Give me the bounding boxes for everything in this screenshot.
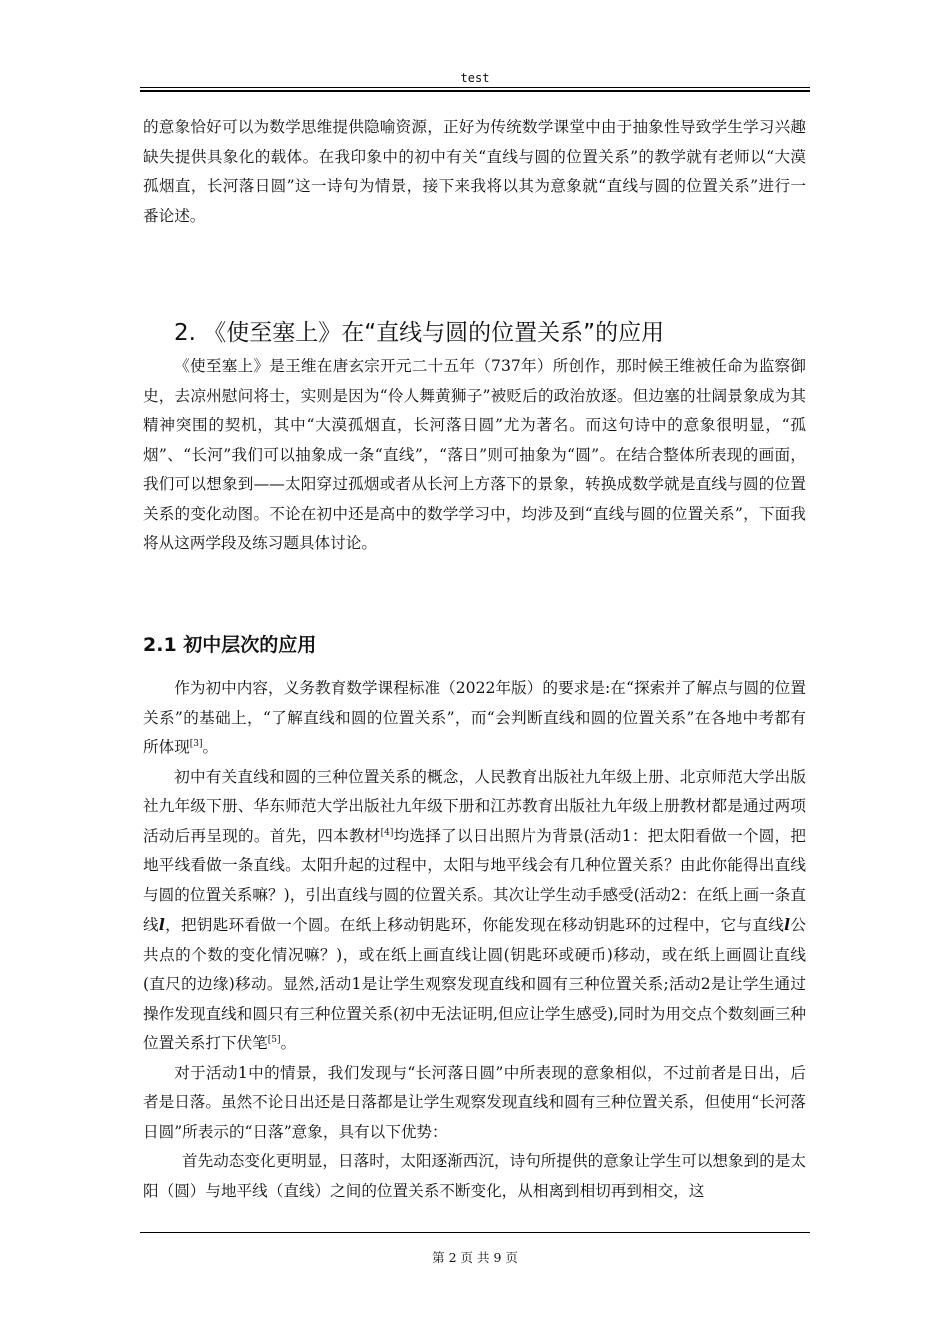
paragraph-curriculum-text: 作为初中内容，义务教育数学课程标准（2022年版）的要求是:在“探索并了解点与圆的位置关系”的基础上，“了解直线和圆的位置关系”，而“会判断直线和圆的位置关系”在各地中考都有所体现: [143, 679, 806, 756]
line-symbol-l: l: [784, 915, 791, 934]
citation-5: [5]: [267, 1034, 281, 1045]
section-2-body: [143, 352, 806, 559]
header-rule-thin: [140, 87, 810, 88]
section-2-1-heading: 2.1 初中层次的应用: [143, 634, 317, 656]
running-header: test: [460, 71, 490, 85]
footer-rule: [140, 1232, 810, 1233]
section-2-1-body: [143, 674, 806, 1206]
intro-paragraph: 的意象恰好可以为数学思维提供隐喻资源，正好为传统数学课堂中由于抽象性导致学生学习兴趣缺失提供具象化的载体。在我印象中的初中有关“直线与圆的位置关系”的教学就有老师以“大漠孤烟直，长河落日圆”这一诗句为情景，接下来我将以其为意象就“直线与圆的位置关系”进行一番论述。: [143, 118, 806, 225]
line-symbol-l: l: [158, 915, 165, 934]
paragraph-textbooks-text-c: ，把钥匙环看做一个圆。在纸上移动钥匙环，你能发现在移动钥匙环的过程中，它与直线: [164, 916, 785, 934]
paragraph-textbooks-text-a: 初中有关直线和圆的三种位置关系的概念，人民教育出版社九年级上册、北京师范大学出版社九年级下册、华东师范大学出版社九年级下册和江苏教育出版社九年级上册教材都是通过两项活动后再呈现的。首先，四本教材: [143, 767, 806, 845]
citation-4: [4]: [380, 827, 394, 838]
paragraph-textbooks-end: 。: [280, 1034, 297, 1052]
citation-3: [3]: [189, 738, 203, 749]
paragraph-textbooks-text-d: 公共点的个数的变化情况嘛？)，或在纸上画直线让圆(钥匙环或硬币)移动，或在纸上画圆让直线(直尺的边缘)移动。显然,活动1是让学生观察发现直线和圆有三种位置关系;活动2是让学生通过操作发现直线和圆只有三种位置关系(初中无法证明,但应让学生感受),同时为用交点个数刻画三种位置关系打下伏笔: [143, 916, 806, 1052]
intro-block: [143, 113, 806, 231]
page-number: 第 2 页 共 9 页: [432, 1250, 518, 1265]
paragraph-curriculum-end: 。: [202, 738, 219, 756]
paragraph-curriculum: [143, 674, 806, 763]
paragraph-textbooks: [143, 763, 806, 1059]
header-rule-thick: [140, 90, 810, 92]
paragraph-advantage-1: 首先动态变化更明显，日落时，太阳逐渐西沉，诗句所提供的意象让学生可以想象到的是太阳（圆）与地平线（直线）之间的位置关系不断变化，从相离到相切再到相交，这: [143, 1152, 806, 1200]
paragraph-activity-1: 对于活动1中的情景，我们发现与“长河落日圆”中所表现的意象相似，不过前者是日出，后者是日落。虽然不论日出还是日落都是让学生观察发现直线和圆有三种位置关系，但使用“长河落日圆”所表示的“日落”意象，具有以下优势：: [143, 1063, 806, 1141]
section-2-paragraph: 《使至塞上》是王维在唐玄宗开元二十五年（737年）所创作，那时候王维被任命为监察御史，去凉州慰问将士，实则是因为“伶人舞黄狮子”被贬后的政治放逐。但边塞的壮阔景象成为其精神突围的契机，其中“大漠孤烟直，长河落日圆”尤为著名。而这句诗中的意象很明显，“孤烟”、“长河”我们可以抽象成一条“直线”，“落日”则可抽象为“圆”。在结合整体所表现的画面，我们可以想象到——太阳穿过孤烟或者从长河上方落下的景象，转换成数学就是直线与圆的位置关系的变化动图。不论在初中还是高中的数学学习中，均涉及到“直线与圆的位置关系”，下面我将从这两学段及练习题具体讨论。: [143, 357, 806, 552]
paragraph-textbooks-text-b: 均选择了以日出照片为背景(活动1：把太阳看做一个圆，把地平线看做一条直线。太阳升起的过程中，太阳与地平线会有几种位置关系？由此你能得出直线与圆的位置关系嘛？)，引出直线与圆的位置关系。其次让学生动手感受(活动2：在纸上画一条直线: [143, 826, 806, 934]
section-2-heading: 2. 《使至塞上》在“直线与圆的位置关系”的应用: [174, 320, 665, 346]
